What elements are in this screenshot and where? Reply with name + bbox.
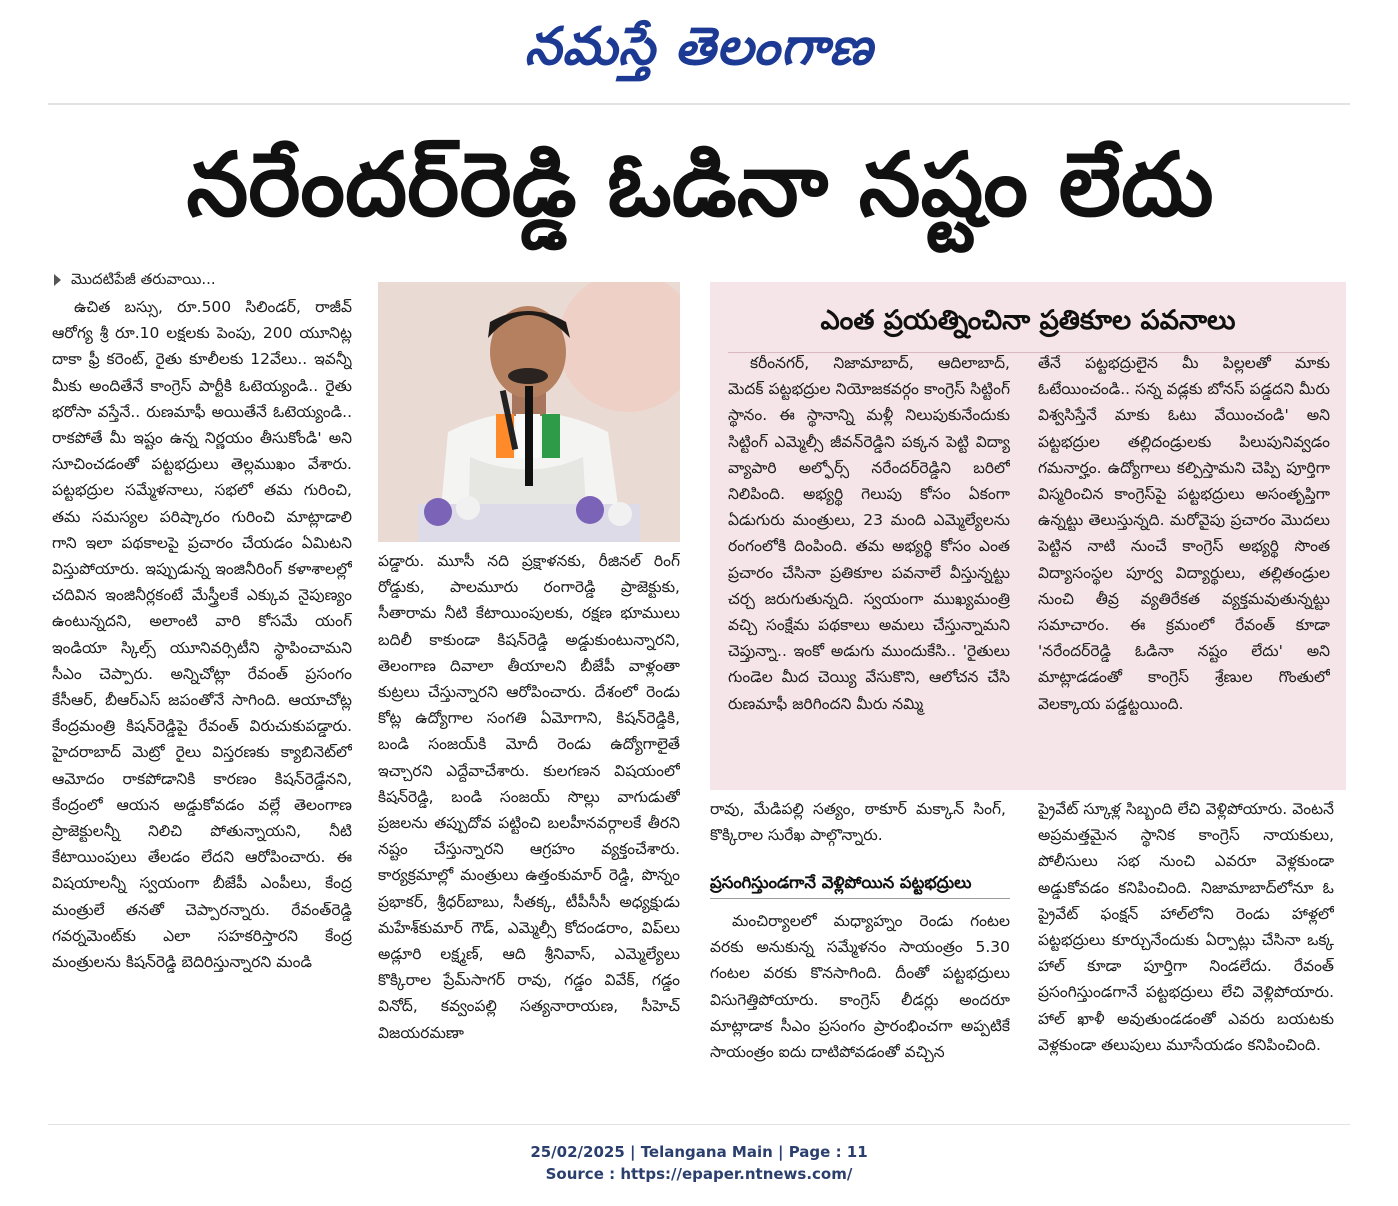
box-column-2 <box>1038 350 1330 780</box>
lower-text-3: ప్రైవేట్ స్కూళ్ల సిబ్బంది లేచి వెళ్లిపోయారు. వెంటనే అప్రమత్తమైన స్థానిక కాంగ్రెస్ నాయకులు, పోలీసులు సభ నుంచి ఎవరూ వెళ్లకుండా అడ్డుకోవడం కనిపించింది. నిజామాబాద్‌లోనూ ఓ ప్రైవేట్ ఫంక్షన్ హాల్‌లోని రెండు హాళ్లలో పట్టభద్రులు కూర్చునేందుకు ఏర్పాట్లు చేసినా ఒక్క హాల్ కూడా పూర్తిగా నిండలేదు. రేవంత్ ప్రసంగిస్తుండగానే పట్టభద్రులు లేచి వెళ్లిపోయారు. హాల్ ఖాళీ అవుతుండడంతో ఎవరు బయటకు వెళ్లకుండా తలుపులు మూసేయడం కనిపించింది. <box>1038 800 1334 1054</box>
footer-source-link[interactable]: Source : https://epaper.ntnews.com/ <box>545 1165 853 1183</box>
continuation-text: మొదటిపేజీ తరువాయి... <box>71 270 216 288</box>
box-column-1 <box>728 350 1010 780</box>
headline: నరేందర్‌రెడ్డి ఓడినా నష్టం లేదు <box>186 133 1214 236</box>
box-text-2: తేనే పట్టభద్రులైన మీ పిల్లలతో మాకు ఓటేయించండి.. సన్న వడ్లకు బోనస్ పడ్డదని మీరు విశ్వసిస్తేనే మాకు ఓటు వేయించండి' అని పట్టభద్రుల తల్లిదండ్రులకు పిలుపునివ్వడం గమనార్హం. ఉద్యోగాలు కల్పిస్తామని చెప్పి పూర్తిగా విస్మరించిన కాంగ్రెస్‌పై పట్టభద్రులు అసంతృప్తిగా ఉన్నట్టు తెలుస్తున్నది. మరోవైపు ప్రచారం మొదలు పెట్టిన నాటి నుంచే కాంగ్రెస్ అభ్యర్థి సొంత విద్యాసంస్థల పూర్వ విద్యార్థులు, తల్లితండ్రుల నుంచి తీవ్ర వ్యతిరేకత వ్యక్తమవుతున్నట్టు సమాచారం. ఈ క్రమంలో రేవంత్ కూడా 'నరేందర్‌రెడ్డి ఓడినా నష్టం లేదు' అని మాట్లాడడంతో కాంగ్రెస్ శ్రేణుల గొంతులో వెలక్కాయ పడ్డట్టయింది. <box>1038 354 1330 713</box>
chevron-right-icon <box>54 274 61 286</box>
footer-date-line: 25/02/2025 | Telangana Main | Page : 11 <box>530 1143 868 1161</box>
article-text-1: ఉచిత బస్సు, రూ.500 సిలిండర్, రాజీవ్ ఆరోగ్య శ్రీ రూ.10 లక్షలకు పెంపు, 200 యూనిట్ల దాకా ఫ్రీ కరెంట్, రైతు కూలీలకు 12వేలు.. ఇవన్నీ మీకు అందితేనే కాంగ్రెస్ పార్టీకి ఓటెయ్యండి.. రైతు భరోసా వస్తేనే.. రుణమాఫీ అయితేనే ఓటెయ్యండి.. రాకపోతే మీ ఇష్టం ఉన్న నిర్ణయం తీసుకోండి' అని సూచించడంతో పట్టభద్రులు తెల్లముఖం వేశారు. పట్టభద్రుల సమ్మేళనాలు, సభలో తమ గురించి, తమ సమస్యల పరిష్కారం గురించి మాట్లాడాలి గాని ఇలా పథకాలపై ప్రచారం చేయడం ఏమిటని విస్తుపోయారు. ఇప్పుడున్న ఇంజినీరింగ్ కళాశాలల్లో చదివిన ఇంజినీర్లకంటే మేస్త్రీలకే ఎక్కువ నైపుణ్యం ఉంటున్నదని, అలాంటి వారి కోసమే యంగ్ ఇండియా స్కిల్స్ యూనివర్సిటీని స్థాపించామని సీఎం చెప్పారు. అన్నిచోట్లా రేవంత్ ప్రసంగం కేసీఆర్, బీఆర్‌ఎస్ జపంతోనే సాగింది. ఆయాచోట్ల కేంద్రమంత్రి కిషన్‌రెడ్డిపై రేవంత్ విరుచుకుపడ్డారు. హైదరాబాద్ మెట్రో రైలు విస్తరణకు క్యాబినెట్‌లో ఆమోదం రాకపోడానికి కారణం కిషన్‌రెడ్డేనని, కేంద్రంలో ఆయన అడ్డుకోవడం వల్లే తెలంగాణ ప్రాజెక్టులన్నీ నిలిచి పోతున్నాయని, నీటి కేటాయింపులు తేలడం లేదని ఆరోపించారు. ఈ విషయాలన్నీ స్వయంగా బీజేపీ ఎంపీలు, కేంద్ర మంత్రులే తనతో చెప్పారన్నారు. రేవంత్‌రెడ్డి గవర్నమెంట్‌కు ఎలా సహకరిస్తారని కేంద్ర మంత్రులను కిషన్‌రెడ్డి బెదిరిస్తున్నారని మండి <box>52 298 352 972</box>
article-column-1 <box>52 294 352 1106</box>
speaker-photo <box>378 282 680 542</box>
article-column-2 <box>378 548 680 1106</box>
box-title: ఎంత ప్రయత్నించినా ప్రతికూల పవనాలు <box>820 305 1236 336</box>
lower-text-1: రావు, మేడిపల్లి సత్యం, ఠాకూర్ మక్కాన్ సింగ్, కొక్కిరాల సురేఖ పాల్గొన్నారు. <box>710 800 1006 845</box>
footer <box>0 1141 1398 1185</box>
lower-column-2 <box>710 908 1010 1106</box>
box-text-1: కరీంనగర్, నిజామాబాద్, ఆదిలాబాద్, మెదక్ పట్టభద్రుల నియోజకవర్గం కాంగ్రెస్ సిట్టింగ్ స్థానం. ఈ స్థానాన్ని మళ్లీ నిలుపుకునేందుకు సిట్టింగ్ ఎమ్మెల్సీ జీవన్‌రెడ్డిని పక్కన పెట్టి విద్యా వ్యాపారి అల్ఫోర్స్ నరేందర్‌రెడ్డిని బరిలో నిలిపింది. అభ్యర్థి గెలుపు కోసం ఏకంగా ఏడుగురు మంత్రులు, 23 మంది ఎమ్మెల్యేలను రంగంలోకి దింపింది. తమ అభ్యర్థి కోసం ఎంత ప్రచారం చేసినా ప్రతికూల పవనాలే వీస్తున్నట్టు చర్చ జరుగుతున్నది. స్వయంగా ముఖ్యమంత్రి వచ్చి సంక్షేమ పథకాలు అమలు చేస్తున్నామని చెప్తున్నా.. ఇంకో అడుగు ముందుకేసి.. 'రైతులు గుండెల మీద చెయ్యి వేసుకొని, ఆలోచన చేసి రుణమాఫీ జరిగిందని మీరు నమ్మి <box>728 354 1010 713</box>
bottom-divider <box>48 1124 1350 1125</box>
lower-text-2: మంచిర్యాలలో మధ్యాహ్నం రెండు గంటల వరకు అనుకున్న సమ్మేళనం సాయంత్రం 5.30 గంటల వరకు కొనసాగింది. దీంతో పట్టభద్రులు విసుగెత్తిపోయారు. కాంగ్రెస్ లీడర్లు అందరూ మాట్లాడాక సీఎం ప్రసంగం ప్రారంభించగా అప్పటికే సాయంత్రం ఐదు దాటిపోవడంతో వచ్చిన <box>710 912 1010 1062</box>
lower-column-1 <box>710 796 1006 854</box>
top-divider <box>48 103 1350 105</box>
masthead-logo: నమస్తే తెలంగాణ <box>524 17 874 77</box>
sub-heading: ప్రసంగిస్తుండగానే వెళ్లిపోయిన పట్టభద్రులు <box>710 868 1010 899</box>
continuation-label <box>54 268 216 290</box>
article-text-2: పడ్డారు. మూసీ నది ప్రక్షాళనకు, రీజినల్ రింగ్ రోడ్డుకు, పాలమూరు రంగారెడ్డి ప్రాజెక్టుకు, సీతారామ నీటి కేటాయింపులకు, రక్షణ భూములు బదిలీ కాకుండా కిషన్‌రెడ్డి అడ్డుకుంటున్నారని, తెలంగాణ దివాలా తీయాలని బీజేపీ వాళ్లంతా కుట్రలు చేస్తున్నారని ఆరోపించారు. దేశంలో రెండు కోట్ల ఉద్యోగాల సంగతి ఏమోగాని, కిషన్‌రెడ్డికి, బండి సంజయ్‌కి మోదీ రెండు ఉద్యోగాలైతే ఇచ్చారని ఎద్దేవాచేశారు. కులగణన విషయంలో కిషన్‌రెడ్డి, బండి సంజయ్ సొల్లు వాగుడుతో ప్రజలను తప్పుదోవ పట్టించి బలహీనవర్గాలకే తీరని నష్టం చేస్తున్నారని ఆగ్రహం వ్యక్తంచేశారు. కార్యక్రమాల్లో మంత్రులు ఉత్తంకుమార్ రెడ్డి, పొన్నం ప్రభాకర్, శ్రీధర్‌బాబు, సీతక్క, టీపీసీసీ అధ్యక్షుడు మహేశ్‌కుమార్ గౌడ్, ఎమ్మెల్సీ కోదండరాం, విప్‌లు అడ్లూరి లక్ష్మణ్, ఆది శ్రీనివాస్, ఎమ్మెల్యేలు కొక్కిరాల ప్రేమ్‌సాగర్ రావు, గడ్డం వివేక్, గడ్డం వినోద్, కవ్వంపల్లి సత్యనారాయణ, సీహెచ్ విజయరమణా <box>378 552 680 1042</box>
lower-column-3 <box>1038 796 1334 1106</box>
speaker-photo-illustration <box>378 282 680 542</box>
